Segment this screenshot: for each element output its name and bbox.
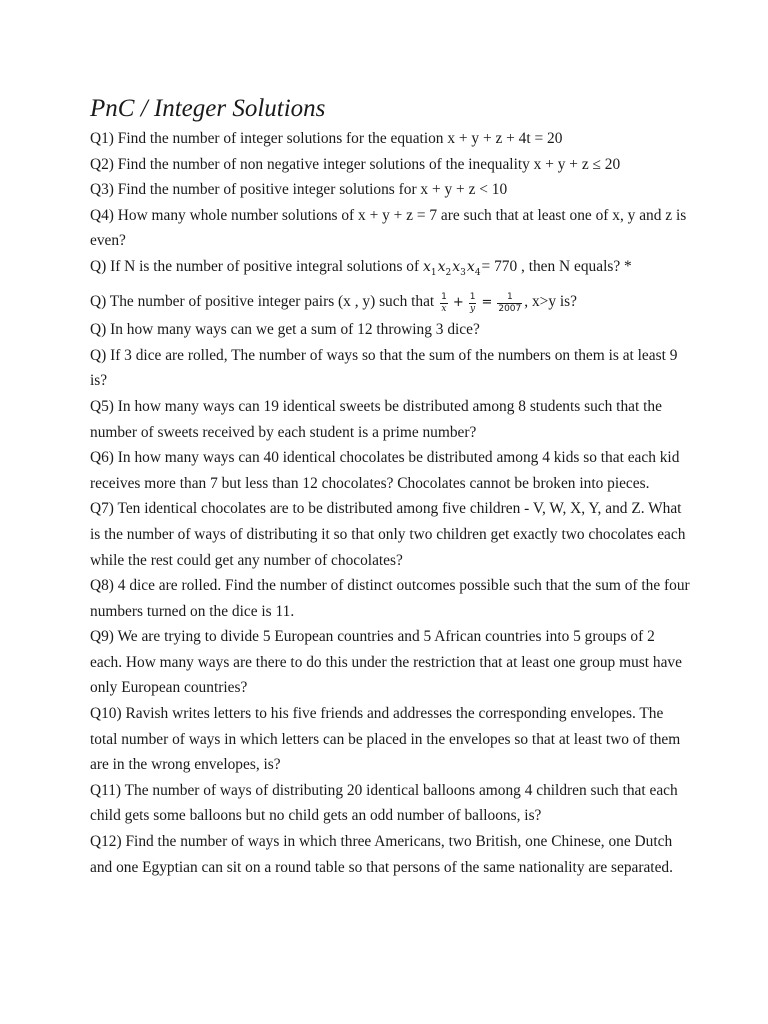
- question-dice-sum-12: Q) In how many ways can we get a sum of 12 throwing 3 dice?: [90, 321, 480, 339]
- question-q7: Q7) Ten identical chocolates are to be distributed among five children - V, W, X, Y, and Z. What is the number of ways of distributing it so that only two children get exactly two chocolates each while the rest could get any number of chocolates?: [90, 500, 686, 569]
- question-q1: Q1) Find the number of integer solutions for the equation x + y + z + 4t = 20: [90, 130, 563, 147]
- question-q8: Q8) 4 dice are rolled. Find the number of distinct outcomes possible such that the sum of the four numbers turned on the dice is 11.: [90, 577, 690, 620]
- question-pairs-prefix: Q) The number of positive integer pairs (x , y) such that: [90, 292, 435, 310]
- fraction-one-over-y: $\frac{1}{y}$: [469, 291, 476, 314]
- fraction-one-over-x: $\frac{1}{x}$: [441, 291, 447, 314]
- question-q11: Q11) The number of ways of distributing 20 identical balloons among 4 children such that each child gets some balloons but no child gets an odd number of balloons, is?: [90, 781, 678, 825]
- question-q9: Q9) We are trying to divide 5 European countries and 5 African countries into 5 groups of 2 each. How many ways are there to do this under the restriction that at least one group must have only European countries?: [90, 628, 682, 697]
- question-q12: Q12) Find the number of ways in which three Americans, two British, one Chinese, one Dutch and one Egyptian can sit on a round table so that persons of the same nationality are separated.: [90, 833, 673, 876]
- fraction-one-over-2007: $\frac{1}{2007}$: [498, 291, 522, 314]
- question-pairs-suffix: , x>y is?: [524, 292, 577, 310]
- question-q10: Q10) Ravish writes letters to his five friends and addresses the corresponding envelopes. The total number of ways in which letters can be placed in the envelopes so that at least two of them are in the wrong envelopes, is?: [90, 705, 681, 774]
- plus-sign: +: [452, 294, 464, 310]
- question-q2: Q2) Find the number of non negative integer solutions of the inequality x + y + z ≤ 20: [90, 155, 621, 173]
- question-q4: Q4) How many whole number solutions of x + y + z = 7 are such that at least one of x, y and z is even?: [90, 206, 687, 250]
- document-page: [90, 92, 690, 880]
- question-q5: Q5) In how many ways can 19 identical sweets be distributed among 8 students such that the number of sweets received by each student is a prime number?: [90, 397, 662, 441]
- question-n-suffix: = 770 , then N equals? *: [481, 257, 632, 275]
- equals-sign: =: [481, 294, 493, 310]
- question-positive-integral-solutions: [90, 254, 690, 287]
- question-q6: Q6) In how many ways can 40 identical chocolates be distributed among 4 kids so that each kid receives more than 7 but less than 12 chocolates? Chocolates cannot be broken into pieces.: [90, 449, 680, 492]
- question-dice-sum-9: Q) If 3 dice are rolled, The number of ways so that the sum of the numbers on them is at least 9 is?: [90, 346, 678, 390]
- question-n-prefix: Q) If N is the number of positive integral solutions of: [90, 257, 423, 275]
- question-q3: Q3) Find the number of positive integer solutions for x + y + z < 10: [90, 181, 508, 199]
- document-title: PnC / Integer Solutions: [90, 95, 326, 122]
- question-integer-pairs: [90, 289, 690, 316]
- product-expression: $x_1x_2x_3x_4$: [422, 258, 481, 278]
